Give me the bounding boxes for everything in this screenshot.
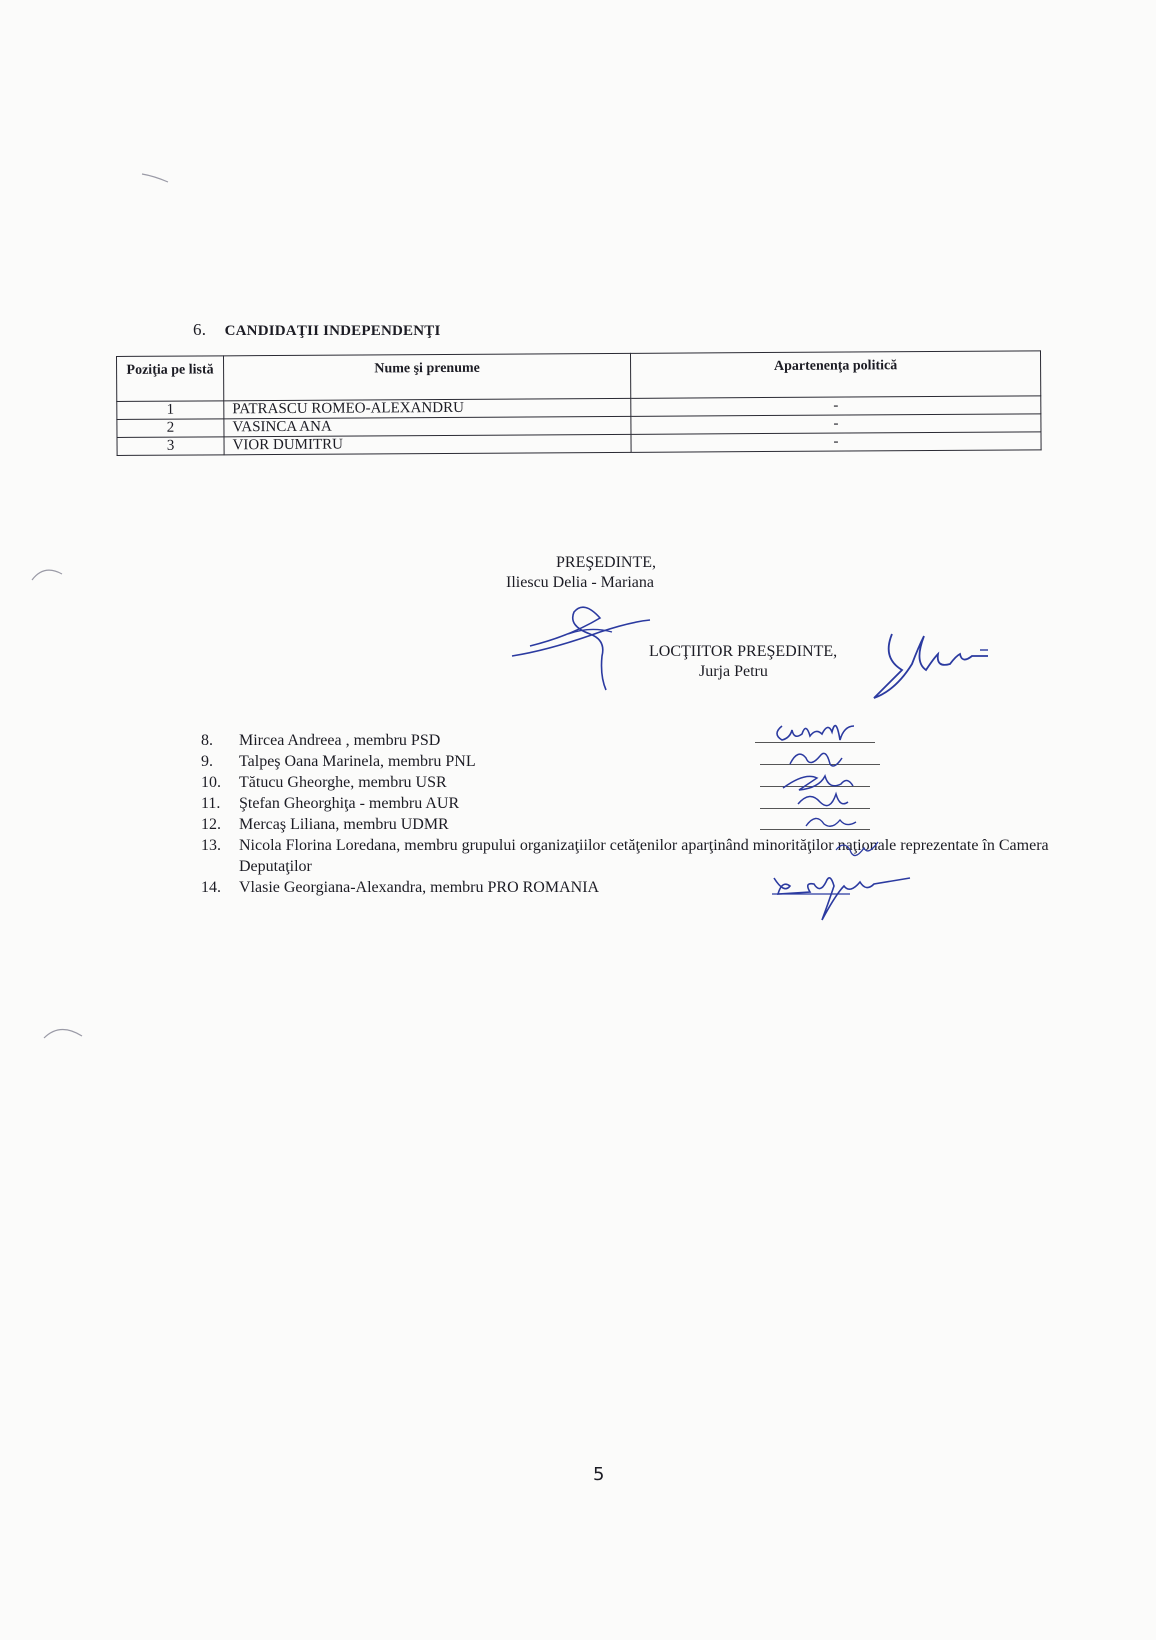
member-number: 8.	[201, 732, 213, 749]
cell-name: VIOR DUMITRU	[224, 434, 631, 454]
member-number: 14.	[201, 879, 221, 896]
member-signature-icon	[770, 864, 920, 924]
page-number: 5	[593, 1464, 605, 1485]
list-item	[201, 793, 1061, 814]
cell-position: 1	[117, 401, 224, 420]
member-text: Nicola Florina Loredana, membru grupului organizaţiilor cetăţenilor aparţinând minorităţilor naţionale reprezentate în Camera Deputaţilor	[239, 837, 1049, 875]
vice-president-title: LOCŢIITOR PREŞEDINTE,	[649, 643, 838, 660]
member-signature-icon	[800, 810, 870, 834]
section-title: CANDIDAŢII INDEPENDENŢI	[224, 323, 441, 339]
vice-president-block	[649, 643, 837, 681]
scan-mark-icon	[40, 1022, 90, 1048]
president-title: PREŞEDINTE,	[556, 554, 656, 571]
section-number: 6.	[193, 320, 207, 339]
member-text: Ştefan Gheorghiţa - membru AUR	[239, 795, 460, 812]
cell-position: 2	[117, 419, 224, 438]
list-item	[201, 751, 1061, 772]
column-header-position: Poziţia pe listă	[117, 356, 224, 402]
president-signature-icon	[510, 596, 670, 696]
member-text: Vlasie Georgiana-Alexandra, membru PRO ROMANIA	[239, 879, 600, 896]
member-number: 11.	[201, 795, 221, 812]
column-header-name: Nume şi prenume	[224, 353, 631, 400]
member-number: 12.	[201, 816, 221, 833]
member-text: Talpeş Oana Marinela, membru PNL	[239, 753, 476, 770]
vice-president-signature-icon	[872, 628, 1012, 708]
cell-affiliation: -	[631, 396, 1041, 417]
scan-mark-icon	[28, 560, 68, 586]
vice-president-name: Jurja Petru	[699, 663, 768, 680]
column-header-affiliation: Apartenenţa politică	[630, 351, 1040, 399]
member-number: 10.	[201, 774, 221, 791]
member-signature-icon	[830, 836, 890, 866]
section-heading	[193, 320, 441, 340]
member-text: Tătucu Gheorghe, membru USR	[239, 774, 447, 791]
list-item	[201, 772, 1061, 793]
cell-position: 3	[117, 437, 224, 456]
cell-affiliation: -	[631, 432, 1041, 453]
list-item	[201, 730, 1061, 751]
list-item	[201, 877, 1061, 898]
member-number: 13.	[201, 837, 221, 854]
candidates-table	[116, 350, 1042, 456]
members-list	[201, 730, 1061, 898]
member-signature-icon	[770, 712, 870, 746]
president-name: Iliescu Delia - Mariana	[506, 574, 654, 591]
member-number: 9.	[201, 753, 213, 770]
member-text: Mircea Andreea , membru PSD	[239, 732, 441, 749]
cell-name: PATRASCU ROMEO-ALEXANDRU	[224, 398, 631, 418]
cell-affiliation: -	[631, 414, 1041, 435]
member-text: Mercaş Liliana, membru UDMR	[239, 816, 449, 833]
cell-name: VASINCA ANA	[224, 416, 631, 436]
president-block	[506, 554, 656, 592]
list-item	[201, 814, 1061, 835]
list-item	[201, 835, 1061, 877]
scan-mark-icon	[140, 168, 180, 188]
table-header-row	[117, 351, 1041, 402]
